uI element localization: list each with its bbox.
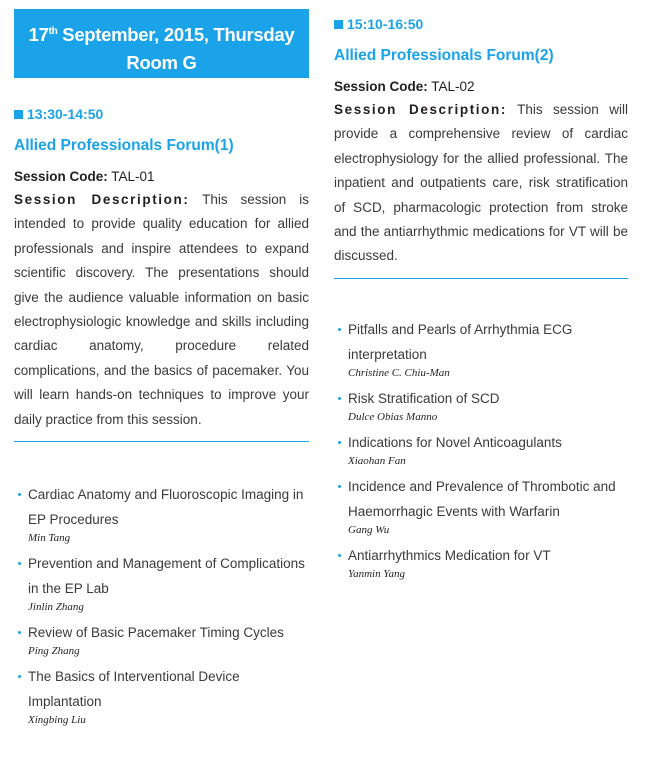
session-code-label: Session Code:: [334, 79, 428, 94]
session-title: Allied Professionals Forum(2): [334, 47, 554, 64]
talk-title: The Basics of Interventional Device Implantation: [28, 669, 240, 710]
dot-bullet-icon: [18, 675, 21, 678]
list-item: [334, 386, 628, 424]
date-room-banner: [14, 9, 309, 78]
square-bullet-icon: [14, 110, 23, 119]
dot-bullet-icon: [18, 493, 21, 496]
talk-title: Prevention and Management of Complications in the EP Lab: [28, 556, 305, 597]
list-item: [14, 551, 309, 614]
talk-speaker: Dulce Obias Manno: [348, 410, 438, 423]
session-2: [334, 15, 628, 581]
room-name: Room G: [126, 52, 197, 73]
talk-speaker: Xiaohan Fan: [348, 454, 406, 467]
dot-bullet-icon: [338, 485, 341, 488]
right-column: [334, 0, 628, 587]
talk-speaker: Min Tang: [28, 532, 71, 545]
talk-speaker: Ping Zhang: [28, 645, 80, 658]
session-code-label: Session Code:: [14, 169, 108, 184]
list-item: [334, 543, 628, 581]
talk-title: Pitfalls and Pearls of Arrhythmia ECG interpretation: [348, 321, 573, 362]
talk-speaker: Gang Wu: [348, 523, 390, 536]
dot-bullet-icon: [338, 397, 341, 400]
talk-title: Review of Basic Pacemaker Timing Cycles: [28, 625, 284, 641]
session-description: [14, 188, 309, 432]
dot-bullet-icon: [18, 562, 21, 565]
date-day: 17: [28, 24, 49, 45]
talk-title: Cardiac Anatomy and Fluoroscopic Imaging in EP Procedures: [28, 487, 304, 528]
dot-bullet-icon: [338, 554, 341, 557]
list-item: [334, 430, 628, 468]
talk-list: [14, 482, 309, 727]
session-description-text: This session is intended to provide quality education for allied professionals and inspire attendees to expand scientific discovery. The presentations should give the audience valuable information on basic electrophysiologic knowledge and skills including cardiac anatomy, procedure related complications, and the basics of pacemaker. You will learn hands-on techniques to improve your daily practice from this session.: [14, 192, 309, 427]
talk-title: Risk Stratification of SCD: [348, 390, 500, 406]
session-code: [334, 78, 628, 96]
section-divider: [14, 441, 309, 442]
square-bullet-icon: [334, 20, 343, 29]
session-description-label: Session Description:: [14, 192, 190, 207]
session-time: [14, 105, 309, 123]
session-code: [14, 168, 309, 186]
talk-speaker: Jinlin Zhang: [28, 601, 84, 614]
session-description-text: This session will provide a comprehensive review of cardiac electrophysiology for the allied professional. The inpatient and outpatients care, risk stratification of SCD, pharmacologic protection from stroke and the antiarrhythmic medications for VT will be discussed.: [334, 102, 628, 264]
date-suffix: th: [48, 26, 58, 37]
talk-speaker: Xingbing Liu: [28, 714, 86, 727]
session-time-text: 15:10-16:50: [347, 16, 424, 32]
date-line: [14, 21, 309, 49]
left-column: [14, 0, 309, 733]
section-divider: [334, 278, 628, 279]
talk-title: Incidence and Prevalence of Thrombotic and Haemorrhagic Events with Warfarin: [348, 478, 616, 519]
session-time-text: 13:30-14:50: [27, 106, 104, 122]
talk-speaker: Yanmin Yang: [348, 567, 405, 580]
session-code-value: TAL-01: [111, 169, 155, 184]
session-code-value: TAL-02: [431, 79, 475, 94]
date-rest: September, 2015, Thursday: [62, 24, 295, 45]
list-item: [334, 317, 628, 380]
talk-title: Indications for Novel Anticoagulants: [348, 434, 562, 450]
list-item: [14, 664, 309, 727]
session-description: [334, 98, 628, 269]
session-title: Allied Professionals Forum(1): [14, 137, 234, 154]
list-item: [14, 620, 309, 658]
list-item: [14, 482, 309, 545]
list-item: [334, 474, 628, 537]
talk-speaker: Christine C. Chiu-Man: [348, 366, 450, 379]
dot-bullet-icon: [338, 328, 341, 331]
dot-bullet-icon: [338, 441, 341, 444]
dot-bullet-icon: [18, 631, 21, 634]
session-1: [14, 105, 309, 727]
talk-list: [334, 317, 628, 581]
talk-title: Antiarrhythmics Medication for VT: [348, 547, 551, 563]
session-time: [334, 15, 628, 33]
session-description-label: Session Description:: [334, 102, 507, 117]
